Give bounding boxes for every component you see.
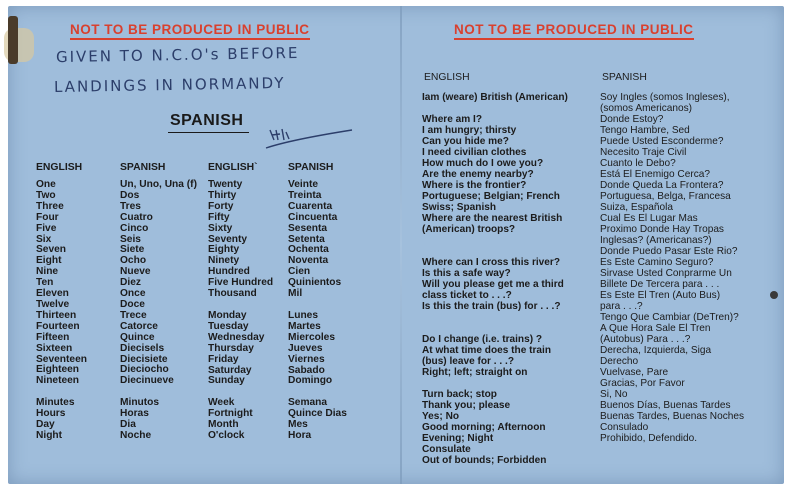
vocab-english: Thousand (208, 288, 257, 300)
time-english-column-2 (208, 398, 253, 442)
vocab-spanish: Minutos (120, 397, 160, 408)
vocab-spanish: Catorce (120, 320, 158, 332)
phrase-english: Turn back; stop (422, 389, 497, 400)
phrase-spanish: Portuguesa, Belga, Francesa (600, 191, 731, 202)
vocab-english: Wednesday (208, 331, 265, 343)
vocab-english: Monday (208, 310, 247, 321)
phrase-english: Right; left; straight on (422, 367, 528, 378)
phrases-spanish-column (600, 92, 744, 444)
vocab-spanish: Sabado (288, 364, 325, 376)
left-header-english-2: ENGLISH` (208, 162, 258, 173)
phrase-spanish: Suiza, Española (600, 202, 673, 213)
vocab-english: Thirteen (36, 309, 77, 321)
vocab-english: Eight (36, 255, 62, 267)
vocab-english: Sixty (208, 222, 233, 234)
phrase-spanish: Tengo Hambre, Sed (600, 125, 690, 136)
vocab-english: Eighteen (36, 364, 80, 376)
vocab-spanish: Sesenta (288, 222, 328, 234)
phrase-spanish: Billete De Tercera para . . . (600, 279, 720, 290)
phrase-english (422, 235, 568, 246)
phrase-english: Out of bounds; Forbidden (422, 455, 547, 466)
vocab-spanish: Once (120, 288, 146, 300)
phrase-spanish: Es Este El Tren (Auto Bus) (600, 290, 721, 301)
phrase-spanish: (Autobus) Para . . .? (600, 334, 691, 345)
vocab-english: Hours (36, 407, 66, 419)
phrase-spanish: Buenos Días, Buenas Tardes (600, 400, 731, 411)
phrase-spanish: Derecha, Izquierda, Siga (600, 345, 712, 356)
vocab-english: Five Hundred (208, 277, 274, 289)
phrase-spanish: Es Este Camino Seguro? (600, 257, 714, 268)
vocab-english: Thursday (208, 342, 254, 354)
vocab-spanish: Quince Dias (288, 407, 347, 419)
phrase-english: Where can I cross this river? (422, 257, 561, 268)
phrase-english: I need civilian clothes (422, 147, 527, 158)
phrase-spanish: Derecho (600, 356, 639, 367)
banner-right: NOT TO BE PRODUCED IN PUBLIC (454, 22, 694, 40)
days-spanish-column (288, 311, 335, 387)
phrase-spanish: Cual Es El Lugar Mas (600, 213, 698, 224)
phrase-spanish: Necesito Traje Civil (600, 147, 687, 158)
vocab-spanish: Martes (288, 320, 321, 332)
ink-spot (770, 291, 778, 299)
banner-left: NOT TO BE PRODUCED IN PUBLIC (70, 22, 310, 40)
fold-line (400, 6, 402, 484)
vocab-spanish: Trece (120, 309, 147, 321)
phrase-english: Thank you; please (422, 400, 511, 411)
stain-mark (8, 16, 18, 64)
phrase-spanish: Soy Ingles (somos Ingleses), (600, 92, 730, 103)
vocab-english: Seventy (208, 233, 248, 245)
phrase-english: Evening; Night (422, 433, 494, 444)
vocab-spanish: Cuarenta (288, 200, 333, 212)
phrase-english: Are the enemy nearby? (422, 169, 534, 180)
vocab-english: Sunday (208, 375, 245, 387)
vocab-spanish: Quinientos (288, 277, 342, 289)
vocab-english: Thirty (208, 189, 237, 201)
vocab-english: Three (36, 200, 64, 212)
phrase-english: Portuguese; Belgian; French (422, 191, 560, 202)
handwritten-line-2: LANDINGS IN NORMANDY (53, 73, 286, 97)
phrase-english: Do I change (i.e. trains) ? (422, 334, 543, 345)
time-spanish-column-2 (288, 398, 347, 442)
phrase-english: class ticket to . . .? (422, 290, 512, 301)
phrase-spanish: (somos Americanos) (600, 103, 692, 114)
phrase-spanish: Cuanto le Debo? (600, 158, 676, 169)
phrase-spanish: Inglesas? (Americanas?) (600, 235, 712, 246)
vocab-english: Minutes (36, 397, 75, 408)
vocab-english: Sixteen (36, 342, 73, 354)
vocab-spanish: Tres (120, 200, 141, 212)
vocab-english: Day (36, 418, 55, 430)
phrase-english: Is this the train (bus) for . . .? (422, 301, 561, 312)
vocab-english: Twelve (36, 298, 70, 310)
phrase-english (422, 246, 568, 257)
vocab-english: Ten (36, 277, 54, 289)
right-header-spanish: SPANISH (602, 72, 647, 83)
vocab-english: Fortnight (208, 407, 253, 419)
vocab-english: One (36, 179, 56, 190)
vocab-english: Month (208, 418, 239, 430)
phrases-english-column (422, 92, 568, 466)
vocab-spanish: Hora (288, 429, 312, 441)
phrase-english: Will you please get me a third (422, 279, 564, 290)
phrase-spanish: Donde Queda La Frontera? (600, 180, 724, 191)
vocab-english: O'clock (208, 429, 245, 441)
signature-scribble (264, 124, 356, 150)
vocab-spanish: Semana (288, 397, 328, 408)
phrase-spanish: Vuelvase, Pare (600, 367, 669, 378)
numbers-spanish-column (120, 180, 197, 387)
vocab-spanish: Diez (120, 277, 141, 289)
vocab-spanish: Miercoles (288, 331, 335, 343)
phrase-english: Consulate (422, 444, 471, 455)
vocab-spanish: Noche (120, 429, 152, 441)
numbers-english-column (36, 180, 87, 387)
vocab-english: Twenty (208, 179, 243, 190)
handwritten-line-1: GIVEN TO N.C.O's BEFORE (55, 43, 300, 67)
left-header-spanish-2: SPANISH (288, 162, 334, 173)
phrase-english: Where is the frontier? (422, 180, 527, 191)
tens-english-column (208, 180, 273, 300)
phrase-card (8, 6, 784, 484)
vocab-english: Seventeen (36, 353, 87, 365)
phrase-english: I am hungry; thirsty (422, 125, 517, 136)
vocab-english: Tuesday (208, 320, 249, 332)
phrase-english: (bus) leave for . . .? (422, 356, 514, 367)
page-title: SPANISH (168, 112, 249, 133)
vocab-english: Fifty (208, 211, 230, 223)
vocab-spanish: Quince (120, 331, 155, 343)
phrase-spanish: A Que Hora Sale El Tren (600, 323, 711, 334)
phrase-english (422, 378, 568, 389)
phrase-english: Where am I? (422, 114, 483, 125)
phrase-spanish: Buenas Tardes, Buenas Noches (600, 411, 745, 422)
vocab-spanish: Nueve (120, 266, 151, 278)
vocab-spanish: Lunes (288, 310, 319, 321)
vocab-spanish: Un, Uno, Una (f) (120, 179, 197, 190)
vocab-english: Fifteen (36, 331, 70, 343)
vocab-english: Hundred (208, 266, 250, 278)
phrase-english: Where are the nearest British (422, 213, 563, 224)
phrase-spanish: Consulado (600, 422, 649, 433)
phrase-english (422, 103, 568, 114)
phrase-spanish: Está El Enemigo Cerca? (600, 169, 710, 180)
phrase-english: Swiss; Spanish (422, 202, 497, 213)
vocab-spanish: Dieciocho (120, 364, 169, 376)
right-header-english: ENGLISH (424, 72, 470, 83)
vocab-spanish: Siete (120, 244, 145, 256)
phrase-spanish: Donde Estoy? (600, 114, 664, 125)
phrase-english: Can you hide me? (422, 136, 509, 147)
time-english-column-1 (36, 398, 75, 442)
vocab-spanish: Diecinueve (120, 375, 174, 387)
vocab-english: Week (208, 397, 235, 408)
vocab-english: Saturday (208, 364, 252, 376)
vocab-english: Two (36, 189, 56, 201)
phrase-english: Is this a safe way? (422, 268, 511, 279)
phrase-english: At what time does the train (422, 345, 551, 356)
phrase-spanish: Tengo Que Cambiar (DeTren)? (600, 312, 739, 323)
phrase-spanish: Prohibido, Defendido. (600, 433, 698, 444)
left-header-english-1: ENGLISH (36, 162, 83, 173)
phrase-spanish: para . . .? (600, 301, 643, 312)
phrase-spanish: Puede Usted Esconderme? (600, 136, 724, 147)
vocab-english: Eleven (36, 288, 69, 300)
vocab-spanish: Dia (120, 418, 136, 430)
vocab-spanish: Ocho (120, 255, 147, 267)
left-header-spanish-1: SPANISH (120, 162, 166, 173)
vocab-spanish: Mil (288, 288, 303, 300)
vocab-english: Fourteen (36, 320, 80, 332)
vocab-spanish: Noventa (288, 255, 329, 267)
phrase-spanish: Si, No (600, 389, 628, 400)
vocab-spanish: Seis (120, 233, 141, 245)
vocab-spanish: Diecisiete (120, 353, 168, 365)
vocab-spanish: Cincuenta (288, 211, 338, 223)
vocab-spanish: Diecisels (120, 342, 165, 354)
phrase-english: Good morning; Afternoon (422, 422, 546, 433)
vocab-spanish: Cien (288, 266, 311, 278)
phrase-english: Yes; No (422, 411, 460, 422)
phrase-english: (American) troops? (422, 224, 516, 235)
vocab-english: Forty (208, 200, 234, 212)
time-spanish-column-1 (120, 398, 159, 442)
vocab-english: Four (36, 211, 59, 223)
phrase-english: Iam (weare) British (American) (422, 92, 568, 103)
vocab-english: Nine (36, 266, 59, 278)
vocab-spanish: Veinte (288, 179, 319, 190)
phrase-english (422, 323, 568, 334)
vocab-spanish: Dos (120, 189, 140, 201)
vocab-english: Eighty (208, 244, 240, 256)
phrase-english (422, 312, 568, 323)
days-english-column (208, 311, 264, 387)
vocab-spanish: Cinco (120, 222, 149, 234)
vocab-english: Friday (208, 353, 239, 365)
phrase-spanish: Donde Puedo Pasar Este Rio? (600, 246, 738, 257)
phrase-spanish: Proximo Donde Hay Tropas (600, 224, 724, 235)
vocab-spanish: Treinta (288, 189, 322, 201)
vocab-spanish: Setenta (288, 233, 325, 245)
vocab-spanish: Jueves (288, 342, 323, 354)
vocab-spanish: Mes (288, 418, 308, 430)
phrase-spanish: Sirvase Usted Conprarme Un (600, 268, 732, 279)
vocab-english: Ninety (208, 255, 240, 267)
vocab-spanish: Doce (120, 298, 145, 310)
phrase-english: How much do I owe you? (422, 158, 544, 169)
tens-spanish-column (288, 180, 341, 300)
vocab-english: Six (36, 233, 52, 245)
vocab-english: Five (36, 222, 57, 234)
vocab-spanish: Viernes (288, 353, 325, 365)
vocab-spanish: Domingo (288, 375, 333, 387)
phrase-spanish: Gracias, Por Favor (600, 378, 685, 389)
vocab-spanish: Horas (120, 407, 149, 419)
vocab-english: Night (36, 429, 63, 441)
vocab-spanish: Cuatro (120, 211, 153, 223)
vocab-english: Seven (36, 244, 67, 256)
vocab-spanish: Ochenta (288, 244, 329, 256)
vocab-english: Nineteen (36, 375, 80, 387)
